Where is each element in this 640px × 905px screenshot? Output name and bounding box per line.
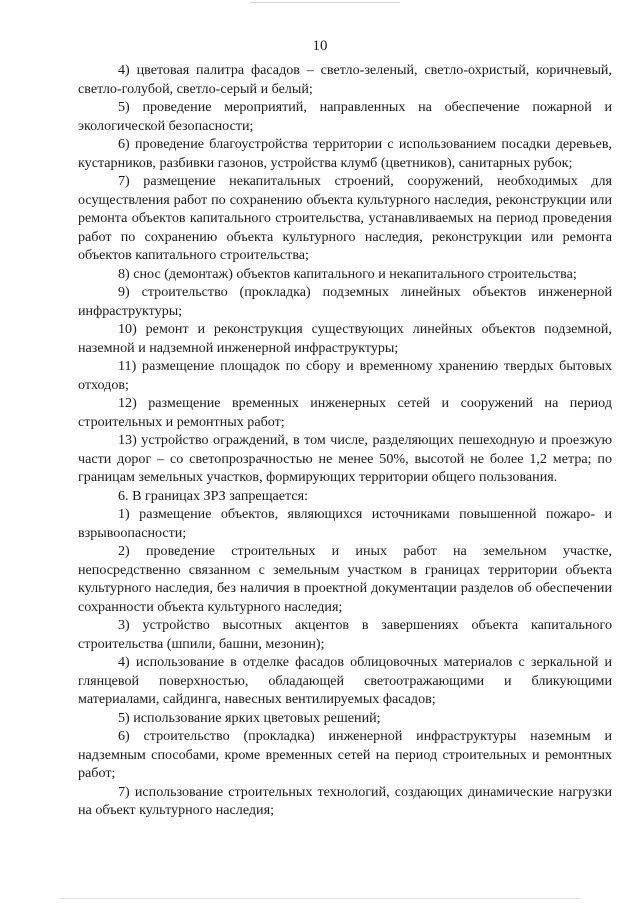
list-item: 7) размещение некапитальных строений, сооружений, необходимых для осуществления работ по сохранению объекта культурного наследия, реконструкции или ремонта объектов капитального строительства, устанавливаемых на период проведения работ по сохранению объекта культурного наследия, реконструкции или ремонта объектов капитального строительства; (78, 173, 612, 263)
page-number: 10 (312, 38, 328, 54)
list-item: 1) размещение объектов, являющихся источниками повышенной пожаро- и взрывоопасности; (78, 506, 612, 541)
list-item: 13) устройство ограждений, в том числе, разделяющих пешеходную и проезжую части дорог – со светопрозрачностью не менее 50%, высотой не более 1,2 метра; по границам земельных участков, формирующих территории общего пользования. (78, 432, 612, 485)
list-item: 10) ремонт и реконструкция существующих линейных объектов подземной, наземной и надземной инженерной инфраструктуры; (78, 321, 612, 356)
document-body (78, 61, 612, 820)
list-item: 9) строительство (прокладка) подземных линейных объектов инженерной инфраструктуры; (78, 284, 612, 319)
scan-edge-top (250, 2, 400, 3)
list-item: 7) использование строительных технологий, создающих динамические нагрузки на объект культурного наследия; (78, 783, 612, 818)
list-item: 5) проведение мероприятий, направленных на обеспечение пожарной и экологической безопасности; (78, 99, 612, 134)
list-item: 3) устройство высотных акцентов в завершениях объекта капитального строительства (шпили, башни, мезонин); (78, 617, 612, 652)
list-item: 2) проведение строительных и иных работ на земельном участке, непосредственно связанном с земельным участком в границах территории объекта культурного наследия, без наличия в проектной документации разделов об обеспечении сохранности объекта культурного наследия; (78, 543, 612, 615)
list-item: 6) проведение благоустройства территории с использованием посадки деревьев, кустарников, разбивки газонов, устройства клумб (цветников), санитарных рубок; (78, 136, 612, 171)
list-item: 8) снос (демонтаж) объектов капитального и некапитального строительства; (118, 265, 577, 282)
list-item: 12) размещение временных инженерных сетей и сооружений на период строительных и ремонтных работ; (78, 395, 612, 430)
list-item: 11) размещение площадок по сбору и временному хранению твердых бытовых отходов; (78, 358, 612, 393)
list-item: 4) использование в отделке фасадов облицовочных материалов с зеркальной и глянцевой поверхностью, обладающей светоотражающими и бликующими материалами, сайдинга, навесных вентилируемых фасадов; (78, 654, 612, 707)
section-heading: 6. В границах ЗРЗ запрещается: (118, 487, 309, 504)
list-item: 6) строительство (прокладка) инженерной инфраструктуры наземным и надземным способами, кроме временных сетей на период строительных и ремонтных работ; (78, 728, 612, 781)
list-item: 4) цветовая палитра фасадов – светло-зеленый, светло-охристый, коричневый, светло-голубой, светло-серый и белый; (78, 62, 612, 97)
list-item: 5) использование ярких цветовых решений; (118, 709, 381, 726)
scan-edge-bottom (60, 898, 580, 899)
